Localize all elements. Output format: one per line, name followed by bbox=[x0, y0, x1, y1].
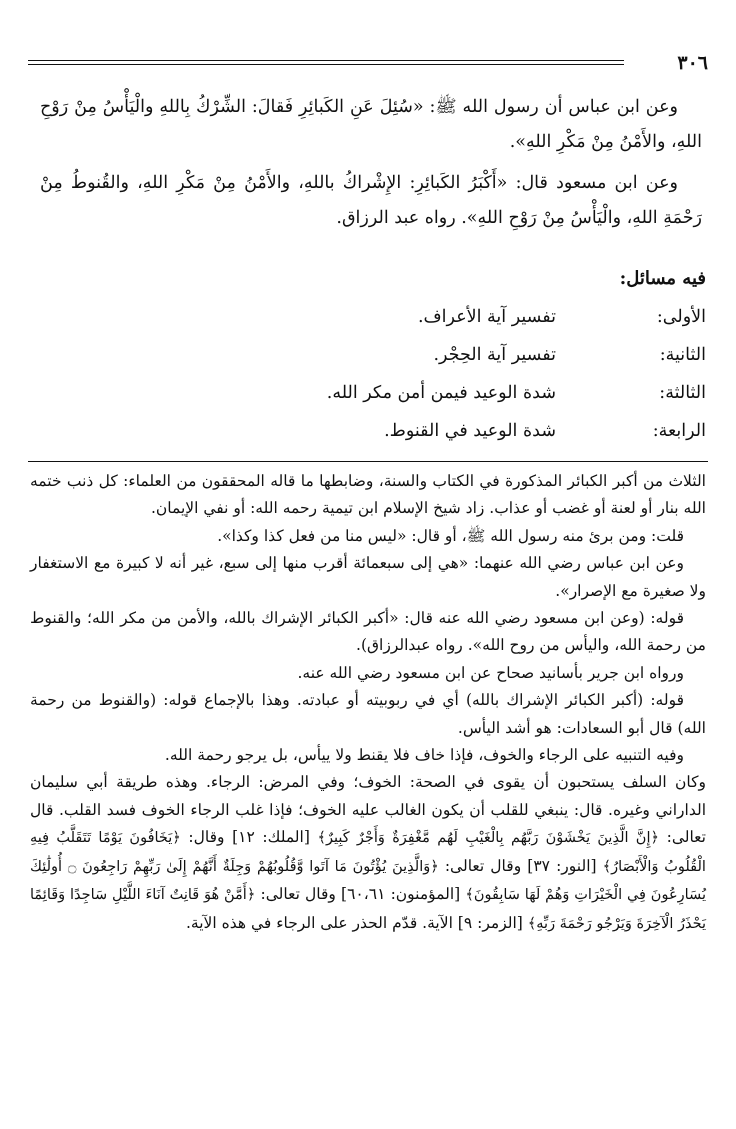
issue-item bbox=[66, 376, 706, 414]
quran-verse: ﴿وَالَّذِينَ يُؤْتُونَ مَا آتَوا وَّقُلُوبُهُمْ وَجِلَةٌ أَنَّهُمْ إِلَىٰ رَبِّهِمْ رَاجِعُونَ ۝ أُولَٰئِكَ يُسَارِعُونَ فِي الْخَيْرَاتِ وَهُمْ لَهَا سَابِقُونَ﴾ bbox=[30, 858, 706, 904]
page-header bbox=[28, 52, 708, 76]
footnote-text: وكان السلف يستحبون أن يقوى في الصحة: الخوف؛ وفي المرض: الرجاء. وهذه طريقة أبي سليمان الداراني وغيره. قال: ينبغي للقلب أن يكون الغالب عليه الخوف؛ فإذا غلب الرجاء الخوف فسد القلب. قال تعالى: bbox=[30, 773, 706, 847]
verse-reference: [الزمر: ٩] الآية. قدّم الحذر على الرجاء في هذه الآية. bbox=[185, 913, 523, 932]
footnote-paragraph: وعن ابن عباس رضي الله عنهما: «هي إلى سبعمائة أقرب منها إلى سبع، غير أنه لا كبيرة مع الاستغفار ولا صغيرة مع الإصرار». bbox=[30, 554, 706, 600]
issue-label: الثالثة: bbox=[659, 383, 706, 403]
footnote-paragraph: الثلاث من أكبر الكبائر المذكورة في الكتاب والسنة، وضابطها ما قاله المحققون من العلماء: كل ذنب ختمه الله بنار أو لعنة أو غضب أو عذاب. زاد شيخ الإسلام ابن تيمية رحمه الله: أو نفي الإيمان. bbox=[30, 472, 706, 518]
footnote-paragraph: قلت: ومن برئ منه رسول الله ﷺ، أو قال: «ليس منا من فعل كذا وكذا». bbox=[217, 526, 684, 545]
footnote-paragraph: ورواه ابن جرير بأسانيد صحاح عن ابن مسعود رضي الله عنه. bbox=[297, 663, 684, 682]
main-text bbox=[40, 90, 702, 242]
issue-text: شدة الوعيد فيمن أمن مكر الله. bbox=[326, 383, 556, 403]
issue-item bbox=[66, 414, 706, 452]
quran-verse: ﴿إِنَّ الَّذِينَ يَخْشَوْنَ رَبَّهُم بِالْغَيْبِ لَهُم مَّغْفِرَةٌ وَأَجْرٌ كَبِيرٌ﴾ bbox=[317, 830, 659, 847]
footnote-paragraph: قوله: (وعن ابن مسعود رضي الله عنه قال: «أكبر الكبائر الإشراك بالله، والأمن من مكر الله؛ والقنوط من رحمة الله، واليأس من روح الله». رواه عبدالرزاق). bbox=[30, 609, 706, 655]
verse-reference: [المؤمنون: ٦٠،٦١] وقال تعالى: bbox=[260, 885, 461, 904]
quran-verse: ﴿أَمَّنْ هُوَ قَانِتٌ آنَاءَ اللَّيْلِ سَاجِدًا وَقَائِمًا يَحْذَرُ الْآخِرَةَ وَيَرْجُو رَحْمَةَ رَبِّهِ﴾ bbox=[30, 887, 706, 932]
header-double-rule bbox=[28, 60, 624, 65]
book-page bbox=[28, 0, 708, 1129]
quran-verse: ﴿يَخَافُونَ يَوْمًا تَتَقَلَّبُ فِيهِ الْقُلُوبُ وَالْأَبْصَارُ﴾ bbox=[30, 830, 706, 875]
issue-item bbox=[66, 338, 706, 376]
issue-label: الرابعة: bbox=[652, 421, 706, 441]
footnote-paragraph: وفيه التنبيه على الرجاء والخوف، فإذا خاف فلا يقنط ولا ييأس، بل يرجو رحمة الله. bbox=[164, 746, 684, 765]
issue-text: تفسير آية الأعراف. bbox=[417, 307, 556, 327]
issue-label: الثانية: bbox=[659, 345, 706, 365]
issue-text: تفسير آية الحِجْر. bbox=[433, 345, 556, 365]
issues-list bbox=[66, 300, 706, 452]
footnote-paragraph bbox=[30, 769, 706, 937]
footnote-paragraph: قوله: (أكبر الكبائر الإشراك بالله) أي في ربوبيته أو عبادته. وهذا بالإجماع قوله: (والقنوط من رحمة الله) قال أبو السعادات: هو أشد اليأس. bbox=[30, 691, 706, 737]
hadith-ibn-abbas: وعن ابن عباس أن رسول الله ﷺ: «سُئِلَ عَنِ الكَبائِرِ فَقالَ: الشِّرْكُ بِاللهِ والْيَأْسُ مِنْ رَوْحِ اللهِ، والأَمْنُ مِنْ مَكْرِ اللهِ». bbox=[40, 97, 702, 152]
verse-reference: [الملك: ١٢] وقال: bbox=[188, 828, 310, 847]
verse-reference: [النور: ٣٧] وقال تعالى: bbox=[444, 856, 597, 875]
issue-text: شدة الوعيد في القنوط. bbox=[384, 421, 556, 441]
hadith-ibn-masud: وعن ابن مسعود قال: «أَكْبَرُ الكَبائِرِ: الإِشْراكُ باللهِ، والأَمْنُ مِنْ مَكْرِ اللهِ، والقُنوطُ مِنْ رَحْمَةِ اللهِ، والْيَأْسُ مِنْ رَوْحِ اللهِ». رواه عبد الرزاق. bbox=[40, 173, 702, 228]
issue-label: الأولى: bbox=[656, 307, 706, 327]
footnotes bbox=[30, 468, 706, 938]
issue-item bbox=[66, 300, 706, 338]
page-number: ٣٠٦ bbox=[677, 52, 708, 74]
footnote-separator bbox=[28, 461, 708, 462]
issues-heading: فيه مسائل: bbox=[619, 268, 706, 289]
